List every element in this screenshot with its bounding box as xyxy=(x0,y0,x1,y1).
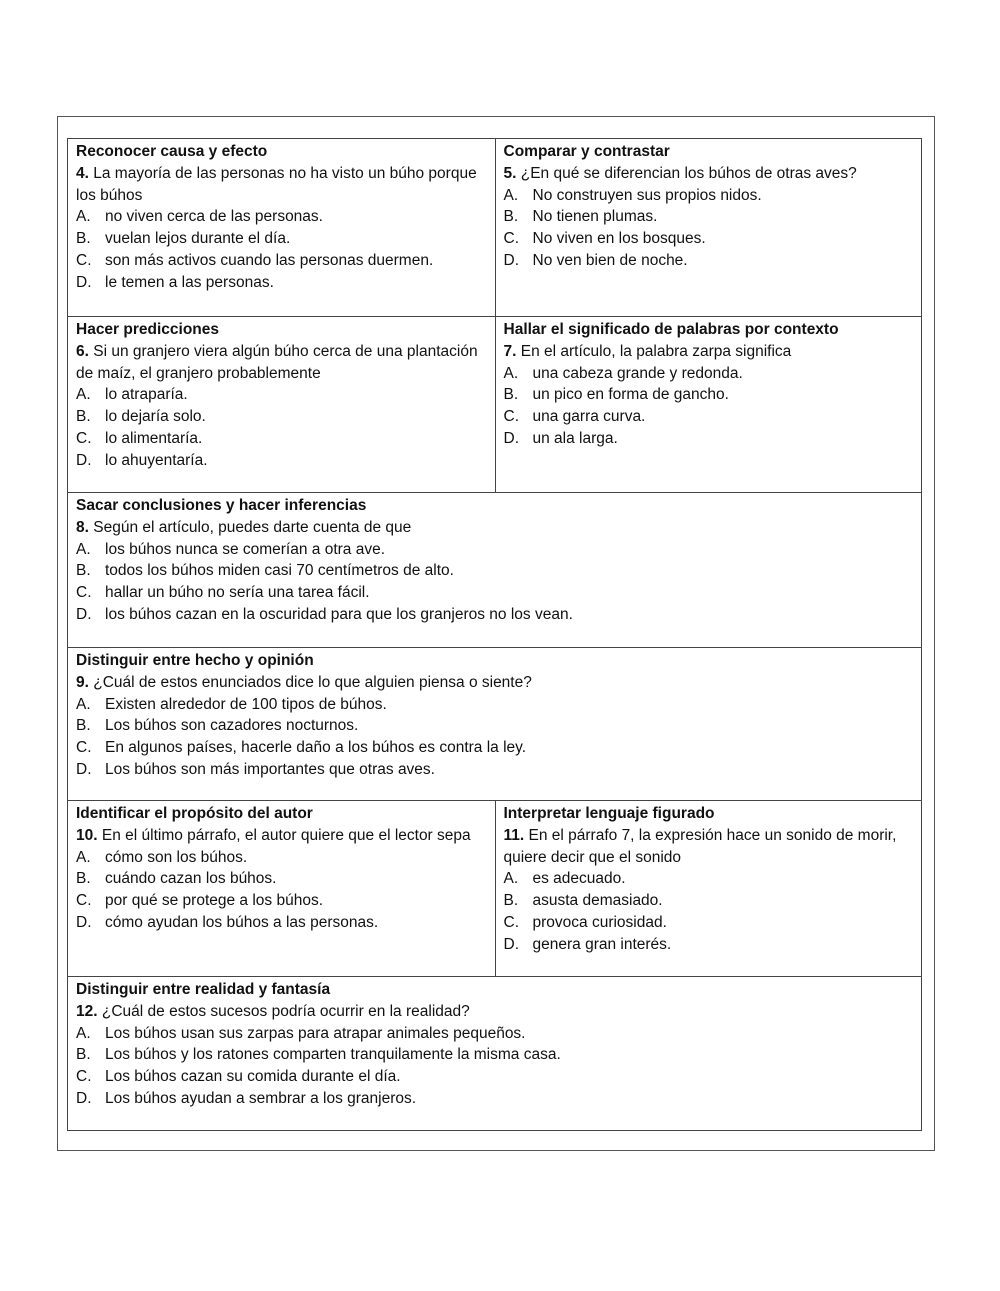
answer-option[interactable] xyxy=(76,228,487,250)
question-7-cell xyxy=(495,317,922,492)
option-text: No tienen plumas. xyxy=(532,208,658,226)
option-text: vuelan lejos durante el día. xyxy=(105,230,291,248)
option-text: le temen a las personas. xyxy=(105,273,274,291)
option-letter: A. xyxy=(76,1024,91,1042)
question-11-cell xyxy=(495,801,922,976)
option-letter: A. xyxy=(503,870,519,888)
question-text: ¿Cuál de estos sucesos podría ocurrir en la realidad? xyxy=(97,1002,470,1020)
question-stem xyxy=(76,341,487,385)
option-text: genera gran interés. xyxy=(532,935,672,953)
question-number: 5. xyxy=(503,164,517,182)
option-letter: D. xyxy=(503,429,519,447)
option-text: hallar un búho no sería una tarea fácil. xyxy=(105,584,370,602)
question-stem xyxy=(76,672,913,694)
table-row xyxy=(68,316,921,492)
answer-option[interactable] xyxy=(76,737,913,759)
option-letter: D. xyxy=(76,273,92,291)
option-letter: D. xyxy=(76,451,92,469)
question-stem xyxy=(76,1001,913,1023)
answer-option[interactable] xyxy=(504,890,914,912)
table-row xyxy=(68,492,921,647)
option-text: los búhos nunca se comerían a otra ave. xyxy=(105,540,386,558)
answer-option[interactable] xyxy=(504,912,914,934)
answer-option[interactable] xyxy=(504,206,914,228)
question-text: ¿Cuál de estos enunciados dice lo que alguien piensa o siente? xyxy=(88,673,532,691)
option-letter: A. xyxy=(76,695,91,713)
question-number: 7. xyxy=(503,342,517,360)
table-row xyxy=(68,647,921,800)
question-stem xyxy=(504,825,914,869)
category-heading: Sacar conclusiones y hacer inferencias xyxy=(76,497,367,514)
option-text: cómo son los búhos. xyxy=(105,848,248,866)
option-letter: D. xyxy=(76,760,92,778)
option-letter: D. xyxy=(76,913,92,931)
question-stem xyxy=(76,825,487,847)
option-text: no viven cerca de las personas. xyxy=(105,208,323,226)
option-letter: D. xyxy=(76,605,92,623)
question-number: 9. xyxy=(76,673,89,691)
answer-option[interactable] xyxy=(504,228,914,250)
option-text: un ala larga. xyxy=(532,429,618,447)
question-stem xyxy=(76,163,487,207)
option-text: una cabeza grande y redonda. xyxy=(532,364,743,382)
option-letter: C. xyxy=(76,584,92,602)
answer-option[interactable] xyxy=(504,363,914,385)
question-stem xyxy=(504,341,914,363)
answer-option[interactable] xyxy=(76,890,487,912)
question-4-cell xyxy=(68,139,495,316)
question-text: La mayoría de las personas no ha visto un búho porque los búhos xyxy=(76,164,477,204)
option-letter: B. xyxy=(503,892,519,910)
answer-option[interactable] xyxy=(76,250,487,272)
answer-option[interactable] xyxy=(76,539,913,561)
option-text: los búhos cazan en la oscuridad para que los granjeros no los vean. xyxy=(105,605,573,623)
category-heading: Interpretar lenguaje figurado xyxy=(503,805,715,822)
question-text: En el párrafo 7, la expresión hace un sonido de morir, quiere decir que el sonido xyxy=(503,826,897,866)
answer-option[interactable] xyxy=(76,715,913,737)
answer-option[interactable] xyxy=(76,1023,913,1045)
option-text: es adecuado. xyxy=(532,870,626,888)
answer-option[interactable] xyxy=(504,185,914,207)
answer-option[interactable] xyxy=(76,604,913,626)
answer-option[interactable] xyxy=(76,847,487,869)
option-text: un pico en forma de gancho. xyxy=(532,386,729,404)
answer-option[interactable] xyxy=(76,206,487,228)
answer-option[interactable] xyxy=(76,428,487,450)
option-text: No construyen sus propios nidos. xyxy=(532,186,762,204)
option-letter: B. xyxy=(76,562,91,580)
option-letter: B. xyxy=(76,870,91,888)
answer-option[interactable] xyxy=(76,450,487,472)
answer-option[interactable] xyxy=(504,384,914,406)
option-text: Existen alrededor de 100 tipos de búhos. xyxy=(105,695,387,713)
option-letter: A. xyxy=(76,848,91,866)
question-number: 6. xyxy=(76,342,89,360)
option-text: todos los búhos miden casi 70 centímetros de alto. xyxy=(105,562,454,580)
question-number: 11. xyxy=(503,826,525,844)
question-8-cell xyxy=(68,493,921,647)
option-letter: B. xyxy=(503,208,519,226)
answer-option[interactable] xyxy=(76,759,913,781)
question-10-cell xyxy=(68,801,495,976)
option-letter: B. xyxy=(76,717,91,735)
question-stem xyxy=(504,163,914,185)
answer-option[interactable] xyxy=(76,406,487,428)
answer-option[interactable] xyxy=(76,1066,913,1088)
category-heading: Comparar y contrastar xyxy=(503,143,670,160)
table-row xyxy=(68,976,921,1130)
option-letter: B. xyxy=(76,230,91,248)
option-text: asusta demasiado. xyxy=(532,892,663,910)
answer-option[interactable] xyxy=(504,250,914,272)
question-number: 8. xyxy=(76,518,89,536)
question-9-cell xyxy=(68,648,921,800)
answer-option[interactable] xyxy=(504,868,914,890)
option-letter: C. xyxy=(503,913,519,931)
option-letter: D. xyxy=(503,251,519,269)
option-letter: D. xyxy=(76,1089,92,1107)
question-number: 4. xyxy=(76,164,89,182)
option-letter: A. xyxy=(76,540,91,558)
category-heading: Distinguir entre realidad y fantasía xyxy=(76,981,331,998)
answer-option[interactable] xyxy=(76,384,487,406)
answer-option[interactable] xyxy=(76,868,487,890)
option-text: lo dejaría solo. xyxy=(105,408,206,426)
question-12-cell xyxy=(68,977,921,1130)
question-5-cell xyxy=(495,139,922,316)
category-heading: Hacer predicciones xyxy=(76,321,220,338)
option-text: por qué se protege a los búhos. xyxy=(105,892,324,910)
answer-option[interactable] xyxy=(76,1088,913,1110)
table-row xyxy=(68,800,921,976)
category-heading: Identificar el propósito del autor xyxy=(76,805,313,822)
option-text: Los búhos cazan su comida durante el día. xyxy=(105,1068,401,1086)
option-letter: A. xyxy=(76,386,91,404)
option-letter: A. xyxy=(503,186,519,204)
question-table xyxy=(67,138,922,1131)
answer-option[interactable] xyxy=(504,428,914,450)
answer-option[interactable] xyxy=(76,694,913,716)
option-text: Los búhos usan sus zarpas para atrapar animales pequeños. xyxy=(105,1024,526,1042)
option-letter: C. xyxy=(76,429,92,447)
answer-option[interactable] xyxy=(76,560,913,582)
option-letter: C. xyxy=(76,1068,92,1086)
option-letter: B. xyxy=(503,386,519,404)
option-text: son más activos cuando las personas duermen. xyxy=(105,251,434,269)
option-text: No ven bien de noche. xyxy=(532,251,688,269)
question-text: ¿En qué se diferencian los búhos de otras aves? xyxy=(516,164,857,182)
option-text: lo alimentaría. xyxy=(105,429,203,447)
option-letter: C. xyxy=(503,230,519,248)
option-letter: D. xyxy=(503,935,519,953)
question-number: 10. xyxy=(76,826,98,844)
option-letter: C. xyxy=(503,408,519,426)
question-text: Según el artículo, puedes darte cuenta de que xyxy=(88,518,412,536)
table-row xyxy=(68,139,921,316)
option-letter: B. xyxy=(76,1046,91,1064)
question-6-cell xyxy=(68,317,495,492)
answer-option[interactable] xyxy=(76,1044,913,1066)
option-letter: C. xyxy=(76,739,92,757)
option-text: una garra curva. xyxy=(532,408,646,426)
answer-option[interactable] xyxy=(504,406,914,428)
option-letter: B. xyxy=(76,408,91,426)
question-stem xyxy=(76,517,913,539)
option-text: cuándo cazan los búhos. xyxy=(105,870,277,888)
option-text: Los búhos y los ratones comparten tranquilamente la misma casa. xyxy=(105,1046,561,1064)
question-number: 12. xyxy=(76,1002,98,1020)
option-text: lo ahuyentaría. xyxy=(105,451,208,469)
question-text: En el último párrafo, el autor quiere que el lector sepa xyxy=(97,826,471,844)
option-letter: A. xyxy=(503,364,519,382)
answer-option[interactable] xyxy=(504,934,914,956)
option-letter: C. xyxy=(76,251,92,269)
option-text: No viven en los bosques. xyxy=(532,230,706,248)
option-text: En algunos países, hacerle daño a los búhos es contra la ley. xyxy=(105,739,527,757)
option-text: Los búhos ayudan a sembrar a los granjeros. xyxy=(105,1089,417,1107)
option-letter: A. xyxy=(76,208,91,226)
option-text: lo atraparía. xyxy=(105,386,188,404)
question-text: En el artículo, la palabra zarpa significa xyxy=(516,342,792,360)
category-heading: Distinguir entre hecho y opinión xyxy=(76,652,314,669)
option-letter: C. xyxy=(76,892,92,910)
answer-option[interactable] xyxy=(76,582,913,604)
option-text: Los búhos son más importantes que otras aves. xyxy=(105,760,435,778)
category-heading: Reconocer causa y efecto xyxy=(76,143,268,160)
category-heading: Hallar el significado de palabras por contexto xyxy=(503,321,839,338)
answer-option[interactable] xyxy=(76,912,487,934)
question-text: Si un granjero viera algún búho cerca de una plantación de maíz, el granjero probablemente xyxy=(76,342,478,382)
option-text: provoca curiosidad. xyxy=(532,913,667,931)
option-text: Los búhos son cazadores nocturnos. xyxy=(105,717,359,735)
answer-option[interactable] xyxy=(76,272,487,294)
option-text: cómo ayudan los búhos a las personas. xyxy=(105,913,379,931)
